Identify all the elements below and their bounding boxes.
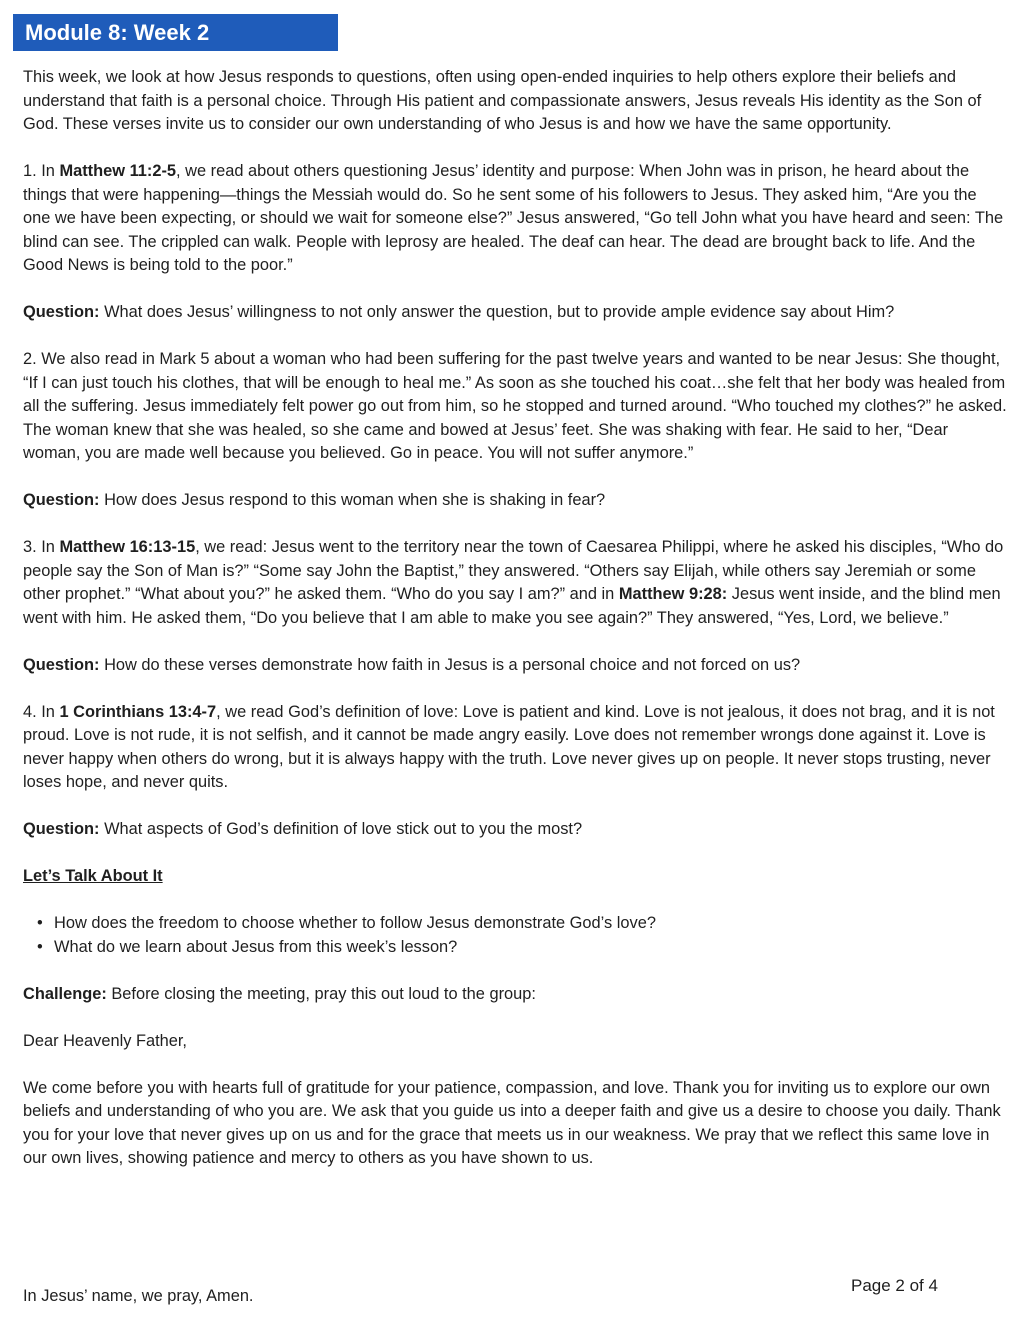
question-label: Question:	[23, 303, 100, 321]
document-body	[23, 66, 1008, 1194]
section-4-question: Question: What aspects of God’s definition of love stick out to you the most?	[23, 820, 583, 838]
question-label: Question:	[23, 820, 100, 838]
section-2-question: Question: How does Jesus respond to this woman when she is shaking in fear?	[23, 491, 606, 509]
prayer-body: We come before you with hearts full of gratitude for your patience, compassion, and love. Thank you for inviting us to explore our own beliefs and understanding of who you are. We ask that you guide us into a deeper faith and give us a desire to choose you daily. Thank you for your love that never gives up on us and for the grace that meets us in our weakness. We pray that we reflect this same love in our own lives, showing patience and mercy to others as you have shown to us.	[23, 1078, 1001, 1167]
page-number: Page 2 of 4	[851, 1276, 938, 1295]
module-header-bar	[13, 14, 338, 51]
prayer-closing: In Jesus’ name, we pray, Amen.	[23, 1287, 254, 1305]
section-3-question: Question: How do these verses demonstrate how faith in Jesus is a personal choice and not forced on us?	[23, 655, 801, 674]
section-4-paragraph: 4. In 1 Corinthians 13:4-7, we read God’s definition of love: Love is patient and kind. Love is not jealous, it does not brag, and it is not proud. Love is not rude, it is not selfish, and it cannot be made angry easily. Love does not remember wrongs done against it. Love is never happy when others do wrong, but it is always happy with the truth. Love never gives up on people. It never stops trusting, never loses hope, and never quits.	[23, 702, 995, 791]
challenge-paragraph: Challenge: Before closing the meeting, pray this out loud to the group:	[23, 984, 536, 1003]
intro-paragraph: This week, we look at how Jesus responds to questions, often using open-ended inquiries to help others explore their beliefs and understand that faith is a personal choice. Through His patient and compassionate answers, Jesus reveals His identity as the Son of God. These verses invite us to consider our own understanding of who Jesus is and how we have the same opportunity.	[23, 68, 982, 133]
scripture-reference: Matthew 16:13-15	[59, 538, 196, 556]
scripture-reference: Matthew 9:28:	[618, 585, 728, 603]
prayer-greeting: Dear Heavenly Father,	[23, 1031, 187, 1050]
question-label: Question:	[23, 655, 100, 674]
page-title: Module 8: Week 2	[25, 20, 210, 45]
talk-bullet-list	[23, 912, 1008, 959]
list-item: • How does the freedom to choose whether to follow Jesus demonstrate God’s love?	[37, 912, 1008, 936]
section-2-paragraph: 2. We also read in Mark 5 about a woman who had been suffering for the past twelve years and wanted to be near Jesus: She thought, “If I can just touch his clothes, that will be enough to heal me.” As soon as she touched his coat…she felt that her body was healed from all the suffering. Jesus immediately felt power go out from him, so he stopped and turned around. “Who touched my clothes?” he asked. The woman knew that she was healed, so she came and bowed at Jesus’ feet. She was shaking with fear. He said to her, “Dear woman, you are made well because you believed. Go in peace. You will not suffer anymore.”	[23, 350, 1007, 462]
question-label: Question:	[23, 491, 100, 509]
list-item: • What do we learn about Jesus from this week’s lesson?	[37, 936, 1008, 960]
challenge-label: Challenge:	[23, 984, 107, 1003]
section-1-paragraph: 1. In Matthew 11:2-5, we read about others questioning Jesus’ identity and purpose: When John was in prison, he heard about the things that were happening—things the Messiah would do. So he sent some of his followers to Jesus. They asked him, “Are you the one we have been expecting, or should we wait for someone else?” Jesus answered, “Go tell John what you have heard and seen: The blind can see. The crippled can walk. People with leprosy are healed. The deaf can hear. The dead are brought back to life. And the Good News is being told to the poor.”	[23, 162, 1004, 274]
section-3-paragraph: 3. In Matthew 16:13-15, we read: Jesus went to the territory near the town of Caesarea Philippi, where he asked his disciples, “Who do people say the Son of Man is?” “Some say John the Baptist,” they answered. “Others say Elijah, while others say Jeremiah or some other prophet.” “What about you?” he asked them. “Who do you say I am?” and in Matthew 9:28: Jesus went inside, and the blind men went with him. He asked them, “Do you believe that I am able to make you see again?” They answered, “Yes, Lord, we believe.”	[23, 538, 1004, 627]
scripture-reference: Matthew 11:2-5	[59, 162, 177, 180]
section-1-question: Question: What does Jesus’ willingness to not only answer the question, but to provide ample evidence say about Him?	[23, 303, 895, 321]
scripture-reference: 1 Corinthians 13:4-7	[59, 702, 217, 721]
talk-heading: Let’s Talk About It	[23, 867, 163, 885]
